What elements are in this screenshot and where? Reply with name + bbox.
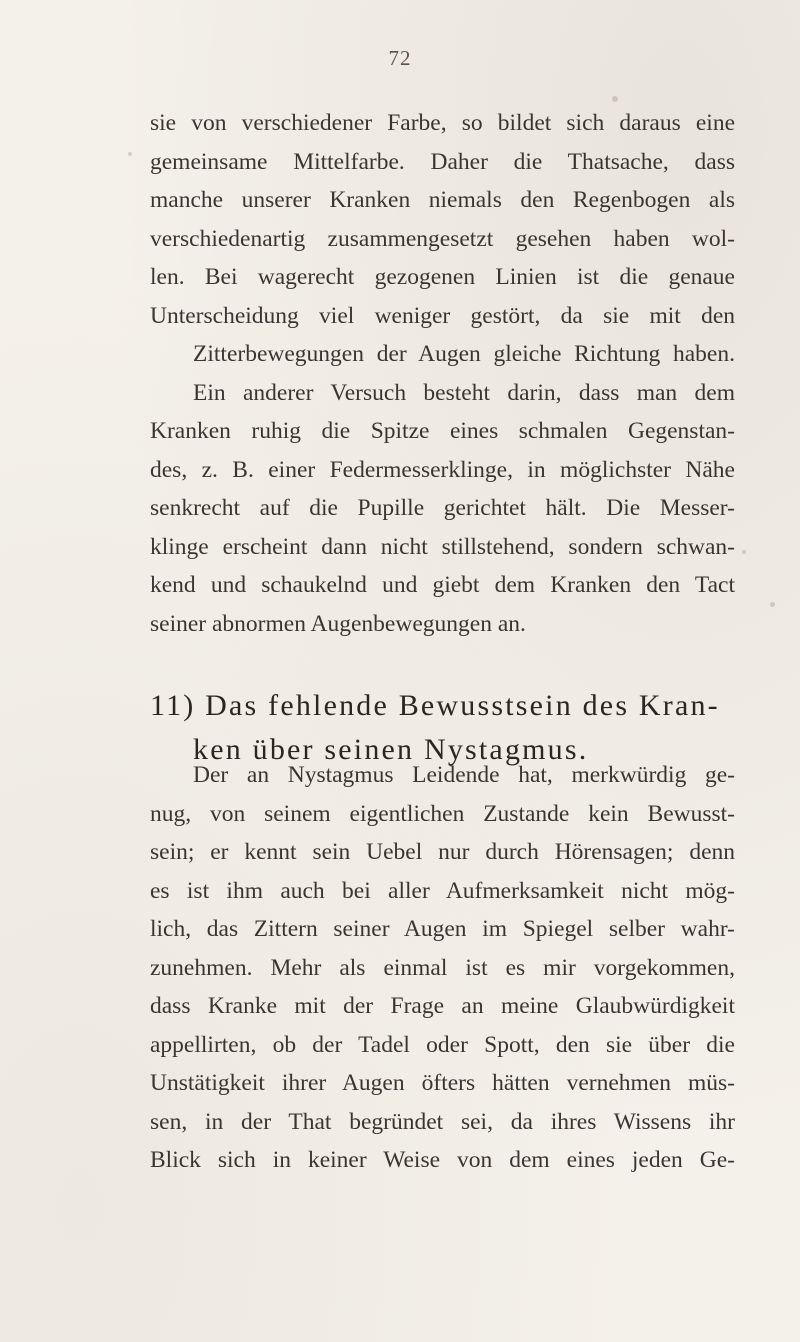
text-line: senkrecht auf die Pupille gerichtet hält. Die Messer- [150, 495, 735, 521]
text-line: appellirten, ob der Tadel oder Spott, den sie über die [150, 1031, 735, 1058]
text-line: seiner abnormen Augenbewegungen an. [150, 610, 526, 637]
text-line: Kranken ruhig die Spitze eines schmalen Gegenstan- [150, 418, 735, 444]
paper-speck [742, 550, 746, 554]
paper-speck [770, 602, 775, 607]
text-line: sein; er kennt sein Uebel nur durch Hörensagen; denn [150, 839, 735, 865]
paper-speck [612, 96, 618, 102]
text-line: Der an Nystagmus Leidende hat, merkwürdig ge- [193, 762, 735, 788]
text-line: len. Bei wagerecht gezogenen Linien ist die genaue [150, 264, 735, 290]
text-line: gemeinsame Mittelfarbe. Daher die Thatsache, dass [150, 148, 735, 175]
text-line: Zitterbewegungen der Augen gleiche Richtung haben. [193, 341, 735, 367]
text-line: zunehmen. Mehr als einmal ist es mir vorgekommen, [150, 954, 735, 981]
text-line: lich, das Zittern seiner Augen im Spiegel selber wahr- [150, 916, 735, 942]
heading-line: ken über seinen Nystagmus. [193, 733, 589, 766]
paragraph-continuation [150, 104, 735, 643]
text-line: des, z. B. einer Federmesserklinge, in möglichster Nähe [150, 456, 735, 483]
text-line: manche unserer Kranken niemals den Regenbogen als [150, 187, 735, 213]
page-number: 72 [388, 46, 412, 70]
text-line: nug, von seinem eigentlichen Zustande kein Bewusst- [150, 800, 735, 827]
text-line: dass Kranke mit der Frage an meine Glaubwürdigkeit [150, 993, 735, 1019]
paragraph-section-11 [150, 756, 735, 1180]
text-line: Ein anderer Versuch besteht darin, dass man dem [193, 379, 735, 406]
text-line: Blick sich in keiner Weise von dem eines jeden Ge- [150, 1147, 735, 1173]
text-line: verschiedenartig zusammengesetzt gesehen haben wol- [150, 225, 735, 252]
text-line: es ist ihm auch bei aller Aufmerksamkeit nicht mög- [150, 877, 735, 904]
text-line: Unstätigkeit ihrer Augen öfters hätten vernehmen müs- [150, 1070, 735, 1096]
text-line: klinge erscheint dann nicht stillstehend, sondern schwan- [150, 533, 735, 560]
text-line: Unterscheidung viel weniger gestört, da sie mit den [150, 302, 735, 329]
text-line: kend und schaukelnd und giebt dem Kranken den Tact [150, 572, 735, 598]
paper-speck [128, 152, 132, 156]
text-line: sie von verschiedener Farbe, so bildet sich daraus eine [150, 110, 735, 136]
heading-line: 11) Das fehlende Bewusstsein des Kran- [150, 689, 720, 722]
text-line: sen, in der That begründet sei, da ihres Wissens ihr [150, 1108, 735, 1135]
